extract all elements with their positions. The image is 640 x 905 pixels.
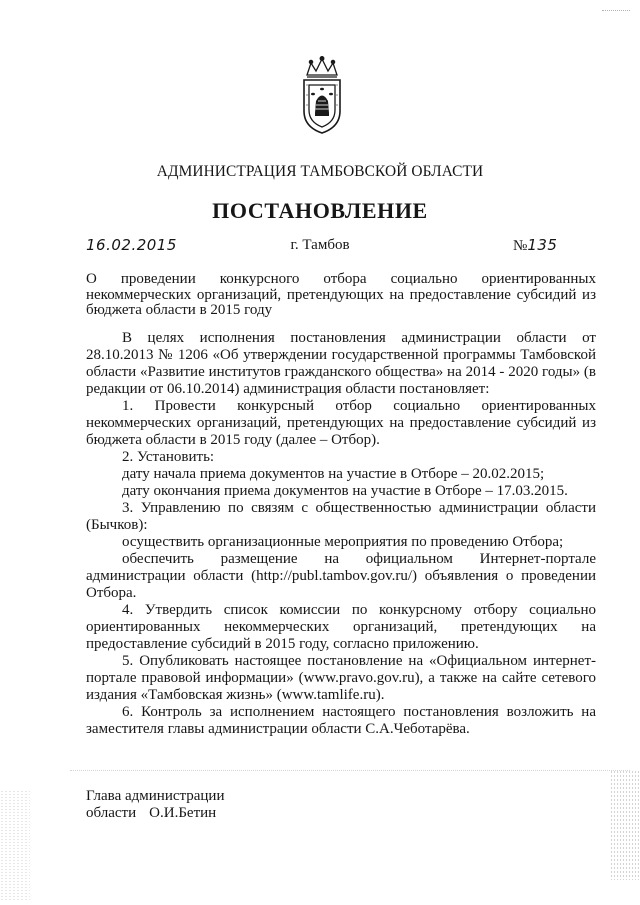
item-1: 1. Провести конкурсный отбор социально ориентированных некоммерческих организаций, претендующих на предоставление субсидий из бюджета области в 2015 году (далее – Отбор). [86,398,596,448]
number-value: 135 [527,236,558,254]
item-2: 2. Установить: [122,449,215,465]
document-number [513,236,557,255]
item-2a: дату начала приема документов на участие в Отборе – 20.02.2015; [122,466,545,482]
signature-block [86,788,224,822]
item-6: 6. Контроль за исполнением настоящего постановления возложить на заместителя главы администрации области С.А.Чеботарёва. [86,704,596,737]
document-subject: О проведении конкурсного отбора социально ориентированных некоммерческих организаций, претендующих на предоставление субсидий из бюджета области в 2015 году [86,271,596,318]
item-2b: дату окончания приема документов на участие в Отборе – 17.03.2015. [122,483,568,499]
number-sign: № [513,238,528,254]
document-body [86,330,596,738]
scan-mark [602,10,630,12]
item-3: 3. Управлению по связям с общественностью администрации области (Бычков): [86,500,596,533]
coat-of-arms-icon [299,55,345,135]
authority-name: АДМИНИСТРАЦИЯ ТАМБОВСКОЙ ОБЛАСТИ [156,163,484,180]
item-3b: обеспечить размещение на официальном Интернет-портале администрации области (http://publ.tambov.gov.ru/) объявления о проведении Отбора. [86,551,596,601]
intro-paragraph: В целях исполнения постановления администрации области от 28.10.2013 № 1206 «Об утверждении государственной программы Тамбовской области «Развитие институтов гражданского общества» на 2014 - 2020 годы» (в редакции от 06.10.2014) администрация области постановляет: [86,330,596,397]
signature-title-line2: области [86,805,137,821]
scan-noise [0,790,30,900]
signature-title-line1: Глава администрации [86,788,225,804]
document-type: ПОСТАНОВЛЕНИЕ [212,198,428,223]
document-date: 16.02.2015 [86,236,177,254]
scan-line [70,770,630,772]
signature-name: О.И.Бетин [149,805,217,821]
document-city: г. Тамбов [290,237,350,253]
item-5: 5. Опубликовать настоящее постановление на «Официальном интернет-портале правовой информации» (www.pravo.gov.ru), а также на сайте сетевого издания «Тамбовская жизнь» (www.tamlife.ru). [86,653,596,703]
item-4: 4. Утвердить список комиссии по конкурсному отбору социально ориентированных некоммерческих организаций, претендующих на предоставление субсидий в 2015 году, согласно приложению. [86,602,596,652]
item-3a: осуществить организационные мероприятия по проведению Отбора; [122,534,564,550]
scan-noise [610,770,640,880]
